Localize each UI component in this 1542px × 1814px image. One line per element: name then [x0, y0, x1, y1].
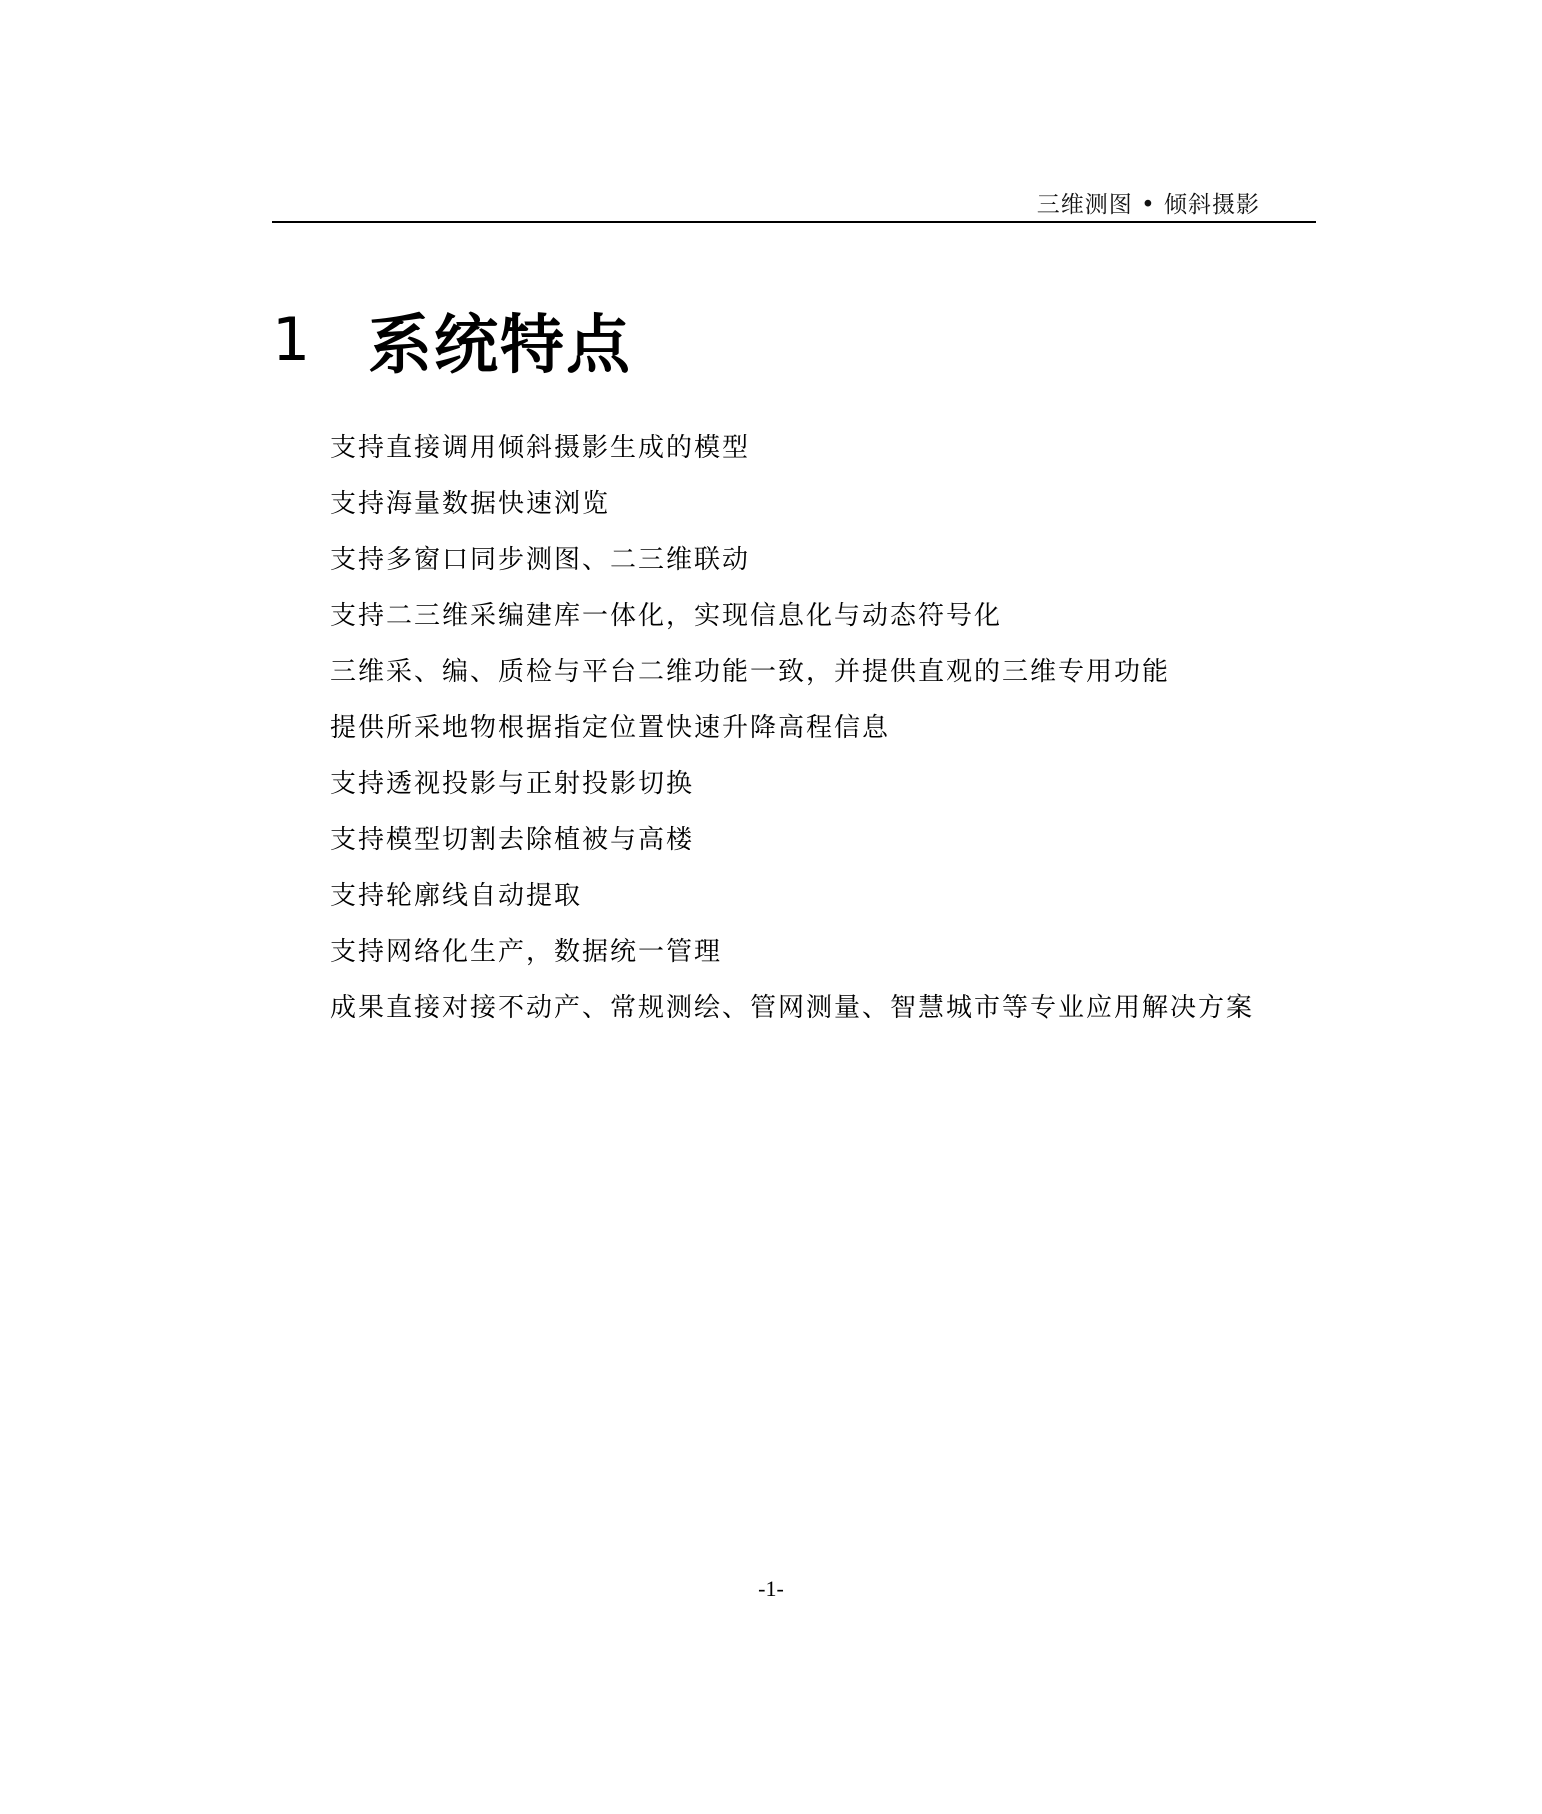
feature-item: 三维采、编、质检与平台二维功能一致，并提供直观的三维专用功能: [330, 657, 1171, 687]
feature-item: 支持模型切割去除植被与高楼: [330, 825, 695, 855]
feature-item: 支持透视投影与正射投影切换: [330, 769, 695, 799]
chapter-number: 1: [272, 305, 311, 375]
feature-item: 支持网络化生产，数据统一管理: [330, 937, 723, 967]
header-rule: [272, 221, 1316, 223]
feature-item: 支持直接调用倾斜摄影生成的模型: [330, 433, 751, 463]
chapter-title: 系统特点: [368, 309, 632, 383]
feature-item: 支持多窗口同步测图、二三维联动: [330, 545, 751, 575]
feature-item: 成果直接对接不动产、常规测绘、管网测量、智慧城市等专业应用解决方案: [330, 993, 1255, 1023]
running-header: [272, 184, 1316, 224]
feature-item: 支持二三维采编建库一体化，实现信息化与动态符号化: [330, 601, 1003, 631]
page-number: -1-: [758, 1576, 784, 1601]
feature-list: [330, 420, 1254, 1036]
running-header-title: 三维测图 • 倾斜摄影: [1036, 192, 1260, 218]
feature-item: 提供所采地物根据指定位置快速升降高程信息: [330, 713, 891, 743]
chapter-heading: [272, 300, 632, 383]
feature-item: 支持海量数据快速浏览: [330, 489, 611, 519]
feature-item: 支持轮廓线自动提取: [330, 881, 583, 911]
